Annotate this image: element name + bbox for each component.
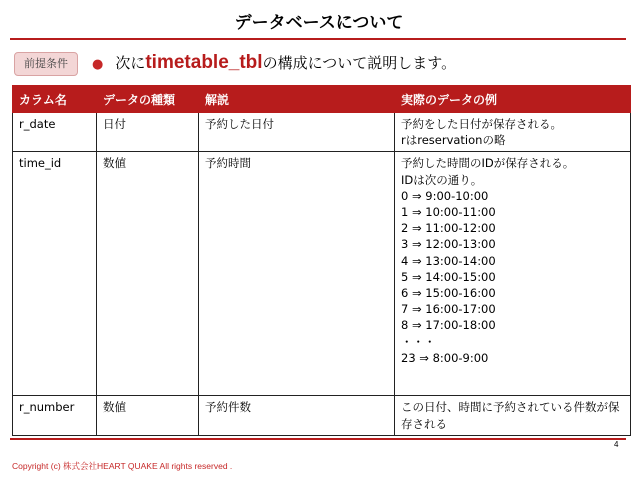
slide-title: データベースについて (234, 13, 404, 33)
header-data-type: データの種類 (97, 86, 199, 113)
example-line: ・・・ (401, 334, 436, 349)
example-line: 8 ⇒ 17:00-18:00 (401, 318, 496, 333)
table-row (13, 396, 631, 436)
header-column-name: カラム名 (13, 86, 97, 113)
cell-name: time_id (13, 152, 97, 396)
cell-type: 数値 (97, 396, 199, 436)
prerequisite-badge: 前提条件 (14, 52, 78, 76)
cell-desc: 予約件数 (199, 396, 395, 436)
cell-type: 数値 (97, 152, 199, 396)
cell-desc: 予約した日付 (199, 113, 395, 152)
subtitle (92, 50, 456, 78)
example-line: 3 ⇒ 12:00-13:00 (401, 237, 496, 252)
example-line: 6 ⇒ 15:00-16:00 (401, 286, 496, 301)
copyright-footer: Copyright (c) 株式会社HEART QUAKE All rights reserved . (12, 461, 233, 471)
top-divider (10, 38, 626, 40)
example-line: この日付、時間に予約されている件数が保存される (401, 400, 620, 431)
subtitle-prefix: 次に (115, 54, 146, 72)
cell-name: r_date (13, 113, 97, 152)
table-header-row (13, 86, 631, 113)
cell-desc: 予約時間 (199, 152, 395, 396)
example-line: 5 ⇒ 14:00-15:00 (401, 269, 496, 284)
table-name-highlight: timetable_tbl (145, 52, 263, 73)
example-line: 1 ⇒ 10:00-11:00 (401, 205, 496, 220)
example-line: 予約をした日付が保存される。 (401, 117, 562, 131)
example-line: IDは次の通り。 (401, 172, 483, 187)
example-line: 4 ⇒ 13:00-14:00 (401, 253, 496, 268)
cell-name: r_number (13, 396, 97, 436)
example-line: 7 ⇒ 16:00-17:00 (401, 302, 496, 317)
table-row (13, 113, 631, 152)
table-row (13, 152, 631, 396)
cell-example (395, 152, 631, 396)
header-example: 実際のデータの例 (395, 86, 631, 113)
cell-example (395, 396, 631, 436)
column-table (12, 85, 631, 436)
cell-type: 日付 (97, 113, 199, 152)
subtitle-suffix: の構成について説明します。 (262, 54, 457, 72)
example-line: 23 ⇒ 8:00-9:00 (401, 350, 489, 365)
example-line: 予約した時間のIDが保存される。 (401, 156, 575, 171)
example-line: 2 ⇒ 11:00-12:00 (401, 221, 496, 236)
header-description: 解説 (199, 86, 395, 113)
bullet-icon: ● (92, 57, 104, 72)
example-line: rはreservationの略 (401, 133, 506, 148)
example-line: 0 ⇒ 9:00-10:00 (401, 188, 489, 203)
page-number: 4 (614, 440, 619, 449)
bottom-divider (10, 438, 626, 440)
cell-example (395, 113, 631, 152)
